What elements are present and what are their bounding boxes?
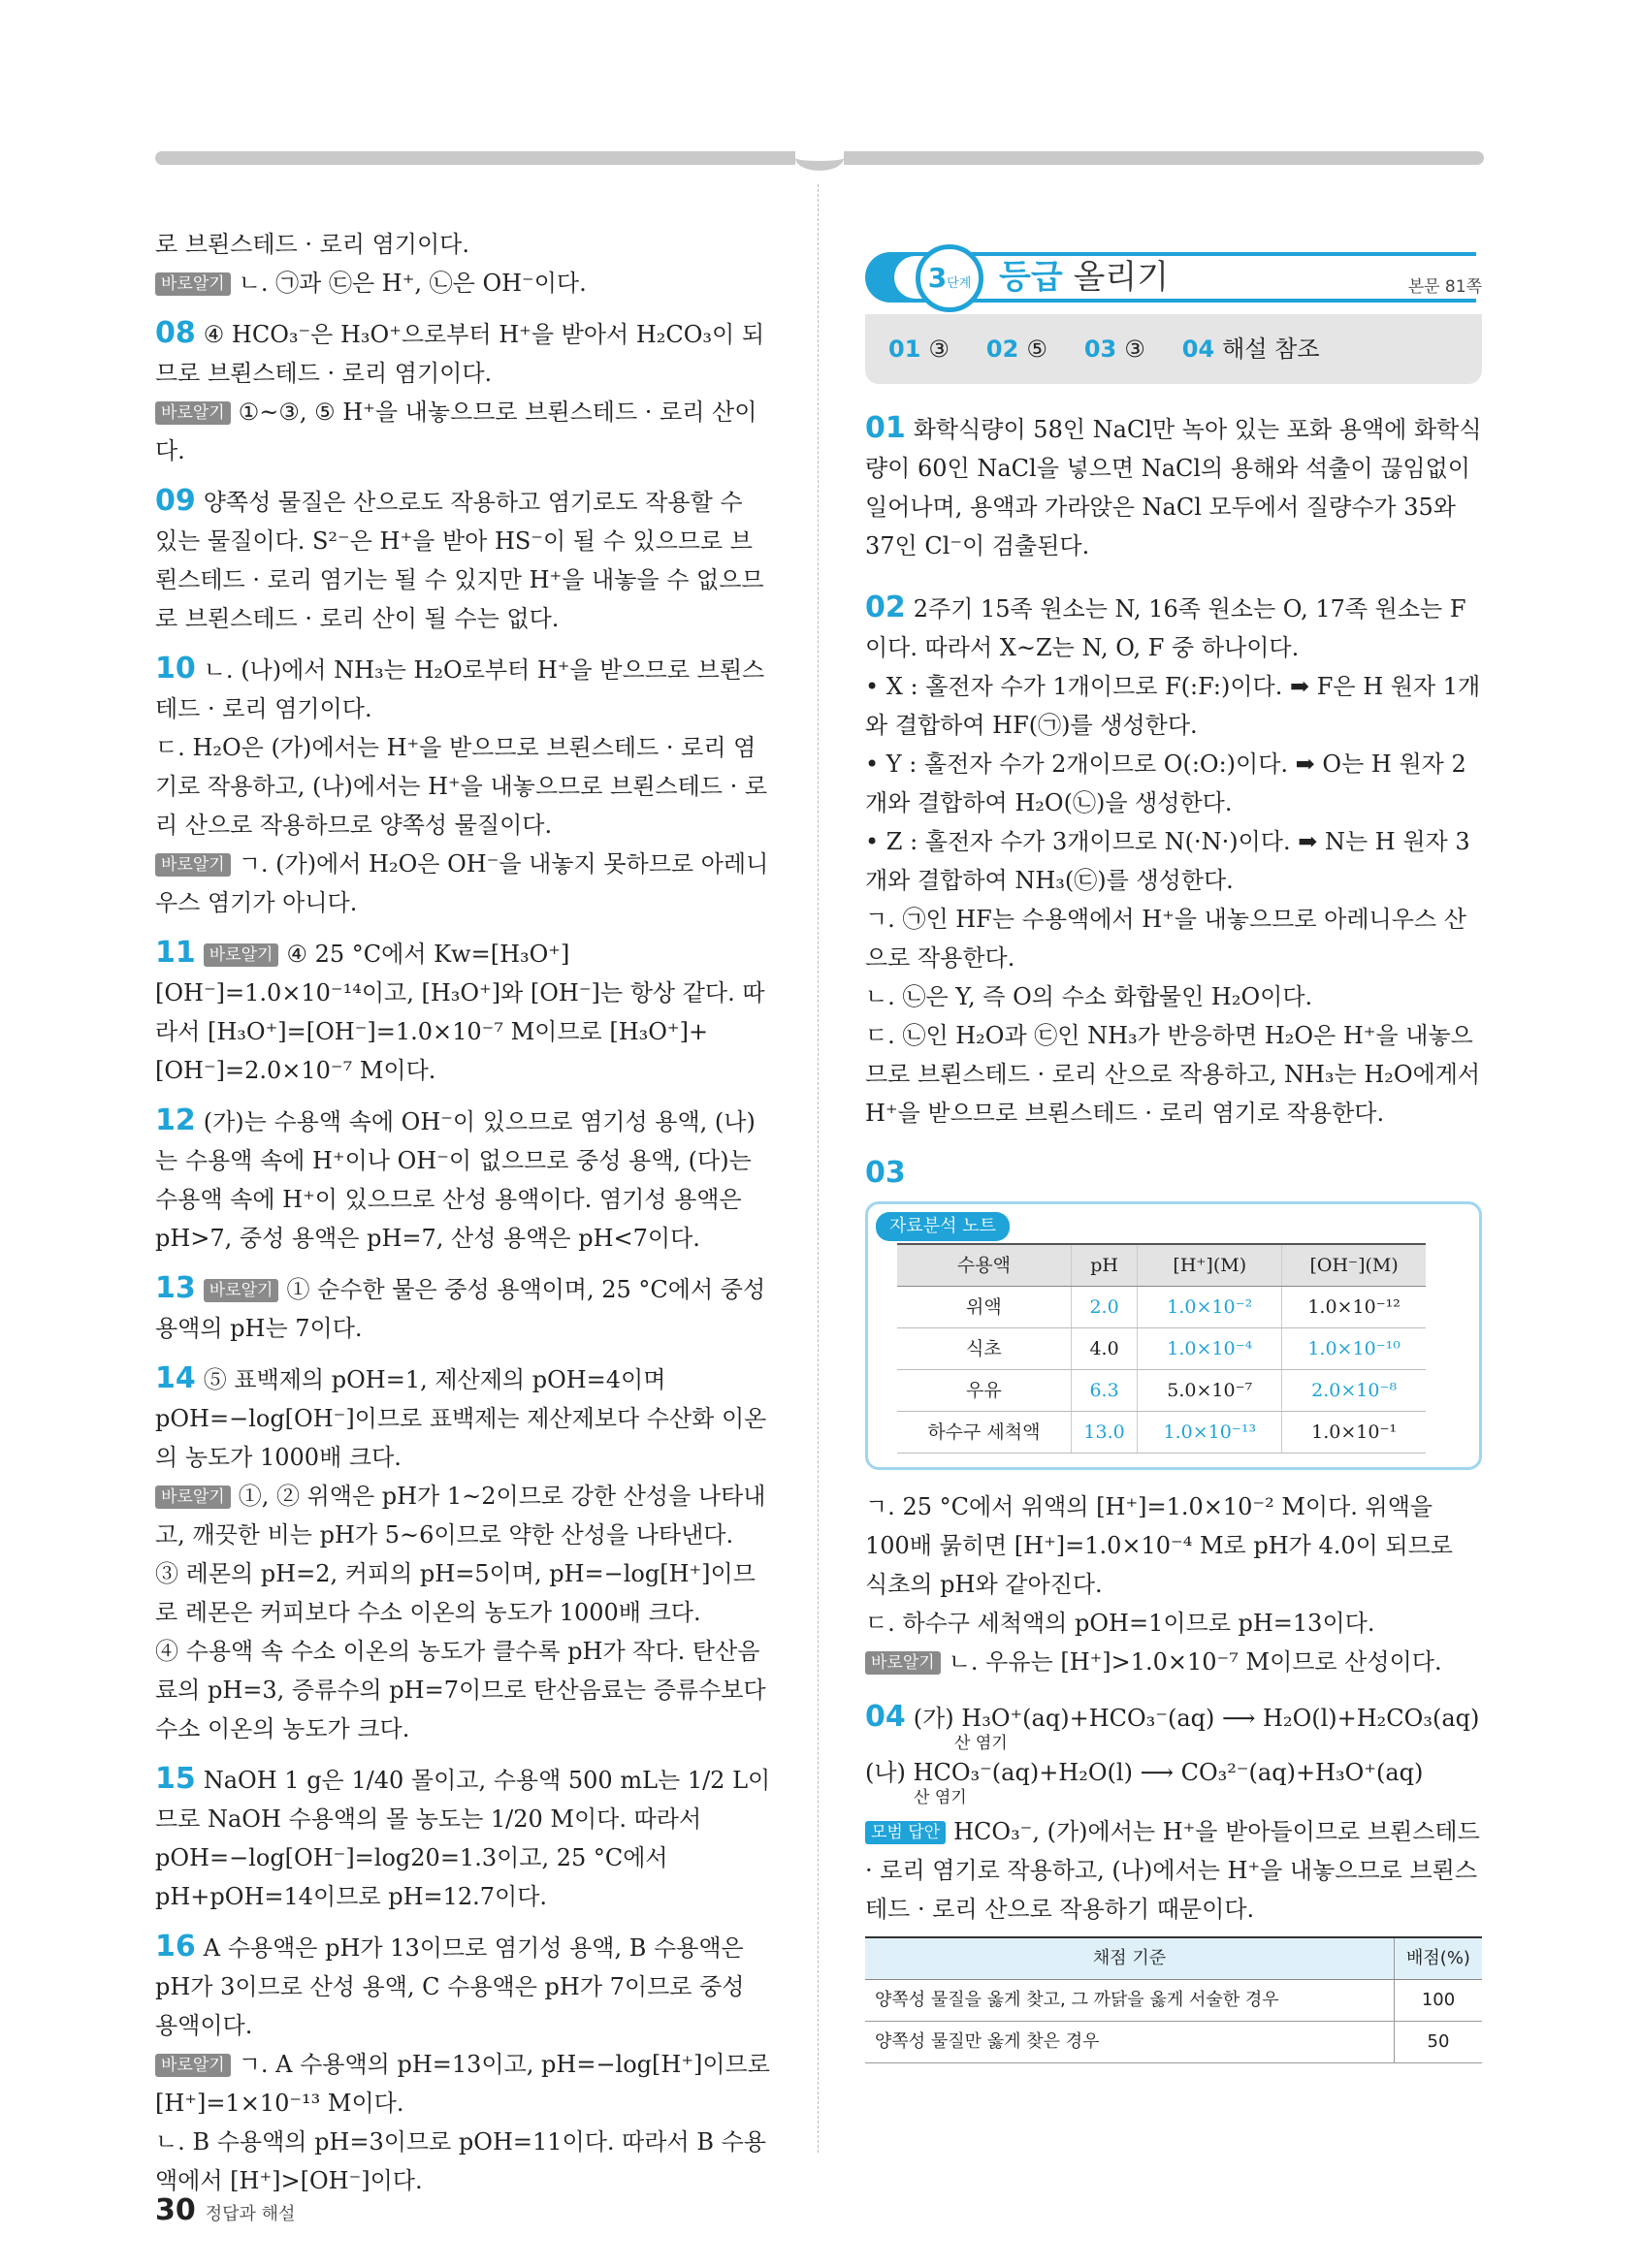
table-header-row: 수용액 pH [H⁺](M) [OH⁻](M) [897,1244,1426,1287]
note-tag: 자료분석 노트 [876,1212,1010,1241]
question-08: 08 ④ HCO₃⁻은 H₃O⁺으로부터 H⁺을 받아서 H₂CO₃이 되므로 브뢴스테드 · 로리 염기이다. [155,316,765,387]
fix-tag: 바로알기 [155,401,231,425]
fix-tag: 바로알기 [155,272,231,296]
answer-key [865,314,1482,384]
table-row: 양쪽성 물질을 옳게 찾고, 그 까닭을 옳게 서술한 경우 100 [865,1980,1482,2022]
fix-tag: 바로알기 [204,943,279,967]
reaction-1: 04 (가) H₃O⁺(aq)+HCO₃⁻(aq) ⟶ H₂O(l)+H₂CO₃(aq) 산 염기 [865,1700,1480,1753]
question-13: 13 바로알기 ① 순수한 물은 중성 용액이며, 25 °C에서 중성 용액의 pH는 7이다. [155,1271,766,1342]
answer-item: 02 ⑤ [985,335,1047,363]
model-answer-tag: 모범 답안 [865,1821,946,1844]
fix-block: 바로알기 ①~③, ⑤ H⁺을 내놓으므로 브뢴스테드 · 로리 산이다. [155,399,757,464]
fix-tag: 바로알기 [155,2054,231,2077]
text-block: • Y : 홀전자 수가 2개이므로 O(:O:)이다. ➡ O는 H 원자 2개와 결합하여 H₂O(㉡)을 생성한다. [865,751,1466,816]
section-header [865,242,1482,324]
fix-block: 바로알기 ㄴ. 우유는 [H⁺]>1.0×10⁻⁷ M이므로 산성이다. [865,1643,1482,1681]
table-row: 양쪽성 물질만 옳게 찾은 경우 50 [865,2022,1482,2063]
fix-tag: 바로알기 [865,1651,941,1675]
question-02: 02 2주기 15족 원소는 N, 16족 원소는 O, 17족 원소는 F이다. 따라서 X~Z는 N, O, F 중 하나이다. [865,591,1466,661]
model-answer: 모범 답안 HCO₃⁻, (가)에서는 H⁺을 받아들이므로 브뢴스테드 · 로리 염기로 작용하고, (나)에서는 H⁺을 내놓으므로 브뢴스테드 · 로리 산으로 작용하기 때문이다. [865,1818,1480,1923]
text-block: ㄷ. ㉡인 H₂O과 ㉢인 NH₃가 반응하면 H₂O은 H⁺을 내놓으므로 브뢴스테드 · 로리 산으로 작용하고, NH₃는 H₂O에게서 H⁺을 받으므로 브뢴스테드 · 로리 염기로 작용한다. [865,1022,1481,1127]
answer-item: 03 ③ [1083,335,1145,363]
text-block: • Z : 홀전자 수가 3개이므로 N(·N·)이다. ➡ N는 H 원자 3개와 결합하여 NH₃(㉢)를 생성한다. [865,828,1470,894]
question-15: 15 NaOH 1 g은 1/40 몰이고, 수용액 500 mL는 1/2 L이므로 NaOH 수용액의 몰 농도는 1/20 M이다. 따라서 pOH=−log[OH⁻]=log20=1.3이고, 25 °C에서 pH+pOH=14이므로 pH=12.7이다. [155,1762,771,1910]
question-01: 01 화학식량이 58인 NaCl만 녹아 있는 포화 용액에 화학식량이 60인 NaCl을 넣으면 NaCl의 용해와 석출이 끊임없이 일어나며, 용액과 가라앉은 NaCl 모두에서 질량수가 35와 37인 Cl⁻이 검출된다. [865,411,1482,559]
fix-block: 바로알기 ①, ② 위액은 pH가 1~2이므로 강한 산성을 나타내고, 깨끗한 비는 pH가 5~6이므로 약한 산성을 나타낸다. [155,1483,766,1549]
table-row: 위액 2.0 1.0×10⁻² 1.0×10⁻¹² [897,1287,1426,1328]
question-10: 10 ㄴ. (나)에서 NH₃는 H₂O로부터 H⁺을 받으므로 브뢴스테드 · 로리 염기이다. [155,652,765,722]
question-04 [865,1701,1482,2063]
text-block: ④ 수용액 속 수소 이온의 농도가 클수록 pH가 작다. 탄산음료의 pH=3, 증류수의 pH=7이므로 탄산음료는 증류수보다 수소 이온의 농도가 크다. [155,1638,766,1742]
question-14: 14 ⑤ 표백제의 pOH=1, 제산제의 pOH=4이며 pOH=−log[OH⁻]이므로 표백제는 제산제보다 수산화 이온의 농도가 1000배 크다. [155,1361,767,1471]
text-block: ㄱ. 25 °C에서 위액의 [H⁺]=1.0×10⁻² M이다. 위액을 100배 묽히면 [H⁺]=1.0×10⁻⁴ M로 pH가 4.0이 되므로 식초의 pH와 같아진다. [865,1493,1453,1598]
reaction-2: (나) HCO₃⁻(aq)+H₂O(l) ⟶ CO₃²⁻(aq)+H₃O⁺(aq) 산 염기 [865,1759,1424,1807]
question-03: 03 [865,1156,906,1190]
fix-block: 바로알기 ㄱ. A 수용액의 pH=13이고, pH=−log[H⁺]이므로 [H⁺]=1×10⁻¹³ M이다. [155,2051,770,2117]
fix-block: 바로알기 ㄱ. (가)에서 H₂O은 OH⁻을 내놓지 못하므로 아레니우스 염기가 아니다. [155,850,769,916]
step-badge: 3단계 [916,244,983,312]
answer-item: 01 ③ [888,335,950,363]
column-divider [818,184,819,2153]
top-bar-notch [795,145,844,171]
fix-block: 바로알기 ㄴ. ㉠과 ㉢은 H⁺, ㉡은 OH⁻이다. [155,264,771,303]
right-column [865,242,1482,2063]
question-11: 11 바로알기 ④ 25 °C에서 Kw=[H₃O⁺][OH⁻]=1.0×10⁻¹⁴이고, [H₃O⁺]와 [OH⁻]는 항상 같다. 따라서 [H₃O⁺]=[OH⁻]=1.0×10⁻⁷ M이므로 [H₃O⁺]+[OH⁻]=2.0×10⁻⁷ M이다. [155,936,765,1084]
grading-table [865,1936,1482,2063]
text-block: 로 브뢴스테드 · 로리 염기이다. [155,231,469,258]
question-09: 09 양쪽성 물질은 산으로도 작용하고 염기로도 작용할 수 있는 물질이다. S²⁻은 H⁺을 받아 HS⁻이 될 수 있으므로 브뢴스테드 · 로리 염기는 될 수 있지만 H⁺을 내놓을 수 없으므로 브뢴스테드 · 로리 산이 될 수는 없다. [155,484,764,632]
text-block: ㄴ. ㉡은 Y, 즉 O의 수소 화합물인 H₂O이다. [865,983,1313,1010]
question-12: 12 (가)는 수용액 속에 OH⁻이 있으므로 염기성 용액, (나)는 수용액 속에 H⁺이나 OH⁻이 없으므로 중성 용액, (다)는 수용액 속에 H⁺이 있으므로 산성 용액이다. 염기성 용액은 pH>7, 중성 용액은 pH=7, 산성 용액은 pH<7이다. [155,1103,756,1252]
fix-tag: 바로알기 [204,1279,279,1302]
answer-item: 04 해설 참조 [1181,335,1320,363]
page-reference: 본문 81쪽 [1407,277,1482,297]
fix-tag: 바로알기 [155,853,231,877]
data-analysis-note [865,1201,1482,1470]
text-block: • X : 홀전자 수가 1개이므로 F(:F:)이다. ➡ F은 H 원자 1개와 결합하여 HF(㉠)를 생성한다. [865,673,1481,739]
section-title: 등급 올리기 [999,258,1170,297]
text-block: ㄴ. B 수용액의 pH=3이므로 pOH=11이다. 따라서 B 수용액에서 [H⁺]>[OH⁻]이다. [155,2128,766,2194]
data-table [897,1243,1426,1453]
left-column [155,225,771,2200]
text-block: ③ 레몬의 pH=2, 커피의 pH=5이며, pH=−log[H⁺]이므로 레몬은 커피보다 수소 이온의 농도가 1000배 크다. [155,1560,756,1626]
table-header-row: 채점 기준 배점(%) [865,1937,1482,1980]
page-footer [155,2193,295,2227]
page-number: 30 [155,2193,196,2227]
text-block: ㄷ. H₂O은 (가)에서는 H⁺을 받으므로 브뢴스테드 · 로리 염기로 작용하고, (나)에서는 H⁺을 내놓으므로 브뢴스테드 · 로리 산으로 작용하므로 양쪽성 물질이다. [155,734,768,839]
fix-tag: 바로알기 [155,1485,231,1509]
text-block: ㄷ. 하수구 세척액의 pOH=1이므로 pH=13이다. [865,1610,1375,1637]
table-row: 하수구 세척액 13.0 1.0×10⁻¹³ 1.0×10⁻¹ [897,1412,1426,1453]
table-row: 식초 4.0 1.0×10⁻⁴ 1.0×10⁻¹⁰ [897,1328,1426,1370]
text-block: ㄱ. ㉠인 HF는 수용액에서 H⁺을 내놓으므로 아레니우스 산으로 작용한다. [865,906,1466,972]
table-row: 우유 6.3 5.0×10⁻⁷ 2.0×10⁻⁸ [897,1370,1426,1412]
footer-label: 정답과 해설 [205,2204,296,2224]
question-16: 16 A 수용액은 pH가 13이므로 염기성 용액, B 수용액은 pH가 3이므로 산성 용액, C 수용액은 pH가 7이므로 중성 용액이다. [155,1930,745,2039]
